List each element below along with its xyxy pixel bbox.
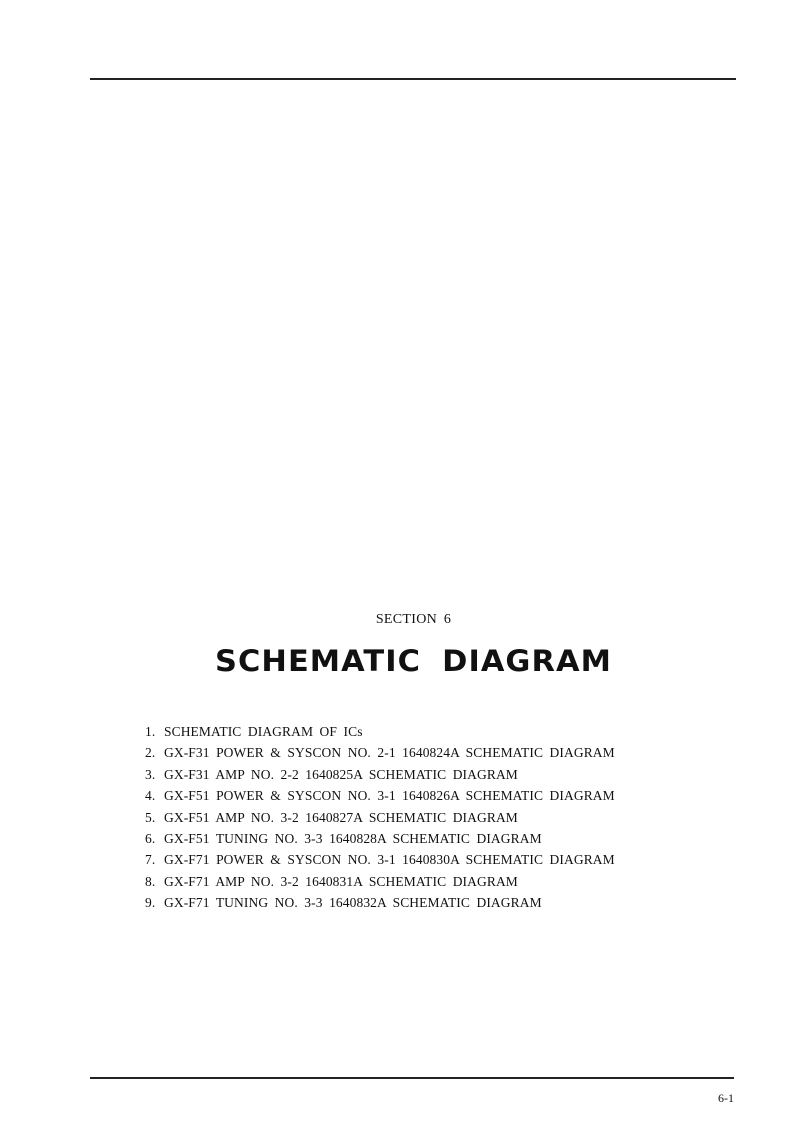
list-item-text: GX-F51 AMP NO. 3-2 1640827A SCHEMATIC DIAGRAM: [164, 809, 518, 825]
page-title: SCHEMATIC DIAGRAM: [215, 644, 612, 678]
list-item-number: 4.: [145, 788, 156, 804]
list-item-text: GX-F31 AMP NO. 2-2 1640825A SCHEMATIC DIAGRAM: [164, 766, 518, 782]
bottom-divider: [90, 1077, 734, 1079]
list-item: [145, 807, 615, 828]
list-item-text: GX-F31 POWER & SYSCON NO. 2-1 1640824A SCHEMATIC DIAGRAM: [164, 745, 615, 761]
list-item-text: GX-F71 POWER & SYSCON NO. 3-1 1640830A SCHEMATIC DIAGRAM: [164, 852, 615, 868]
contents-list: [145, 721, 615, 914]
list-item-number: 2.: [145, 745, 156, 761]
list-item-text: GX-F71 TUNING NO. 3-3 1640832A SCHEMATIC DIAGRAM: [164, 895, 542, 911]
list-item: [145, 892, 615, 913]
list-item: [145, 785, 615, 806]
list-item-number: 3.: [145, 766, 156, 782]
list-item: [145, 828, 615, 849]
page-number: 6-1: [718, 1091, 734, 1105]
list-item-text: GX-F51 TUNING NO. 3-3 1640828A SCHEMATIC DIAGRAM: [164, 831, 542, 847]
list-item: [145, 721, 615, 742]
list-item: [145, 742, 615, 763]
list-item-number: 6.: [145, 831, 156, 847]
list-item: [145, 871, 615, 892]
list-item-number: 5.: [145, 809, 156, 825]
list-item-number: 1.: [145, 724, 156, 739]
top-divider: [90, 78, 736, 80]
list-item-text: GX-F71 AMP NO. 3-2 1640831A SCHEMATIC DIAGRAM: [164, 873, 518, 889]
list-item-number: 7.: [145, 852, 156, 868]
list-item-text: GX-F51 POWER & SYSCON NO. 3-1 1640826A SCHEMATIC DIAGRAM: [164, 788, 615, 804]
list-item-number: 9.: [145, 895, 156, 911]
list-item: [145, 849, 615, 870]
list-item: [145, 764, 615, 785]
list-item-text: SCHEMATIC DIAGRAM OF ICs: [164, 724, 363, 739]
list-item-number: 8.: [145, 873, 156, 889]
section-label: SECTION 6: [375, 612, 452, 627]
